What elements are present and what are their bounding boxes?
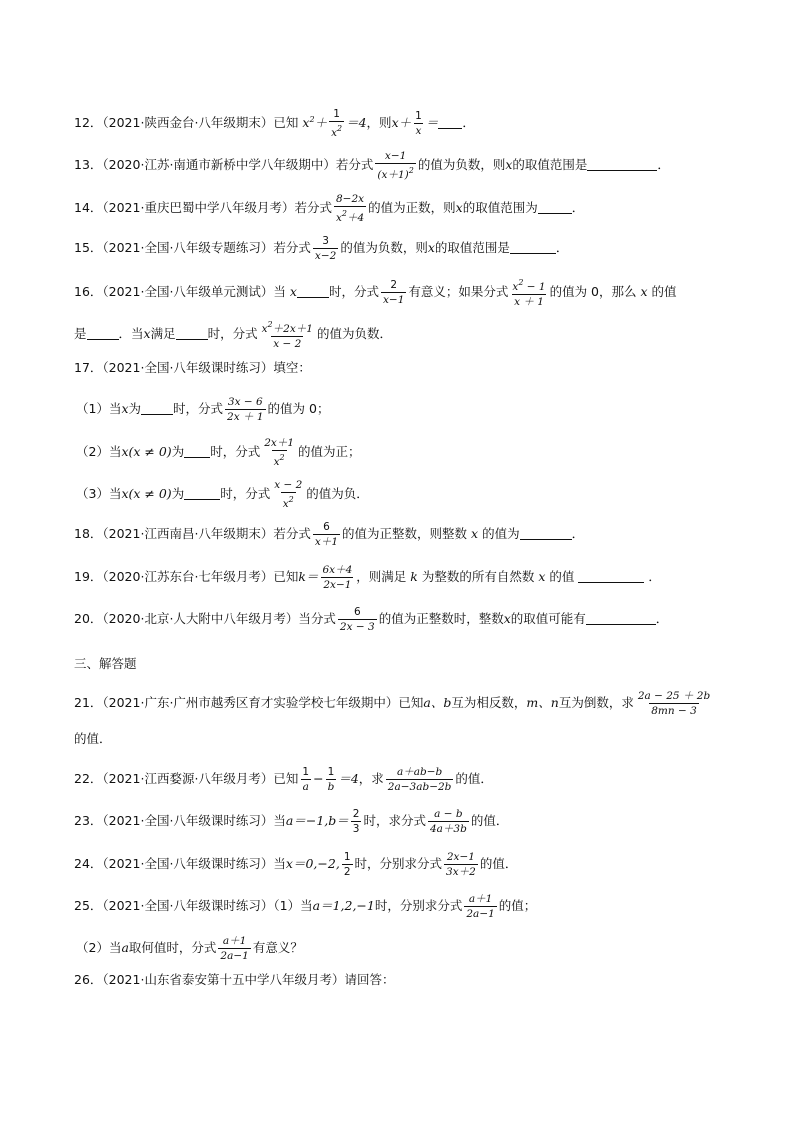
answer-blank[interactable] [87,327,119,340]
answer-blank[interactable] [141,402,173,415]
question-19: 19．（2020·江苏东台·七年级月考）已知k＝ $\frac{6x+4}{2x-1}$ ，则满足 k 为整数的所有自然数 x 的值 ． [74,564,661,591]
question-24: 24．（2021·全国·八年级课时练习）当x＝0,−2, $\frac{1}{2}$ 时，分别求分式 $\frac{2x-1}{3x+2}$ 的值． [74,851,518,878]
question-17-part-2: （2）当x(x ≠ 0)为 时，分式 $\frac{2x+1}{x^2}$ 的值为正； [76,437,361,468]
answer-blank[interactable] [510,241,556,254]
answer-blank[interactable] [587,158,657,171]
question-16: 16．（2021·全国·八年级单元测试）当 x 时，分式 $\frac{2}{x-1}$ 有意义；如果分式 $\frac{x^2 - 1}{x + 1}$ 的值为 0，那么 x 的值 [74,278,677,308]
question-17: 17．（2021·全国·八年级课时练习）填空： [74,360,311,375]
section-heading: 三、解答题 [74,656,137,671]
question-25: 25．（2021·全国·八年级课时练习）（1）当a＝1,2,−1时，分别求分式 $\frac{a+1}{2a-1}$ 的值； [74,893,537,920]
answer-blank[interactable] [520,527,572,540]
answer-blank[interactable] [297,285,329,298]
question-14: 14．（2021·重庆巴蜀中学八年级月考）若分式 $\frac{8-2x}{x^2+4}$ 的值为正数，则x的取值范围为 ． [74,193,585,224]
question-18: 18．（2021·江西南昌·八年级期末）若分式 $\frac{6}{x+1}$ 的值为正整数，则整数 x 的值为 ． [74,521,585,548]
question-17-part-3: （3）当x(x ≠ 0)为 时，分式 $\frac{x - 2}{x^2}$ 的值为负． [76,479,369,510]
question-21-continued: 的值． [74,731,112,746]
question-17-part-1: （1）当x为 时，分式 $\frac{3x - 6}{2x + 1}$ 的值为 0； [76,396,330,423]
question-20: 20．（2020·北京·人大附中八年级月考）当分式 $\frac{6}{2x - 3}$ 的值为正整数时，整数x的取值可能有 ． [74,606,669,633]
answer-blank[interactable] [586,612,656,625]
question-16-continued: 是 ．当x满足 时，分式 $\frac{x^2+2x+1}{x - 2}$ 的值为负数． [74,320,392,350]
question-15: 15．（2021·全国·八年级专题练习）若分式 $\frac{3}{x-2}$ 的值为负数，则x的取值范围是 ． [74,235,569,262]
answer-blank[interactable] [176,327,208,340]
question-26: 26．（2021·山东省泰安第十五中学八年级月考）请回答： [74,972,395,987]
question-23: 23．（2021·全国·八年级课时练习）当a＝−1,b＝ $\frac{2}{3}$ 时，求分式 $\frac{a - b}{4a+3b}$ 的值． [74,808,509,835]
question-22: 22．（2021·江西婺源·八年级月考）已知 $\frac{1}{a}$ − $\frac{1}{b}$ ＝4，求 $\frac{a+ab-b}{2a-3ab-2b}$ 的值． [74,766,493,793]
question-21: 21．（2021·广东·广州市越秀区育才实验学校七年级期中）已知a、b互为相反数，m、n互为倒数，求 $\frac{2a - 25 + 2b}{8mn - 3}$ [74,690,711,717]
answer-blank[interactable] [438,116,462,129]
answer-blank[interactable] [578,570,644,583]
question-13: 13．（2020·江苏·南通市新桥中学八年级期中）若分式 $\frac{x-1}{(x+1)^2}$ 的值为负数，则x的取值范围是 ． [74,150,670,181]
answer-blank[interactable] [184,445,210,458]
question-12: 12．（2021·陕西金台·八年级期末）已知 $x^2+$ $\frac{1}{x^2}$ ＝4，则x＋ $\frac{1}{x}$ ＝ ． [74,108,475,139]
question-25-part-2: （2）当a取何值时，分式 $\frac{a+1}{2a-1}$ 有意义？ [76,935,303,962]
answer-blank[interactable] [538,201,572,214]
answer-blank[interactable] [184,487,220,500]
